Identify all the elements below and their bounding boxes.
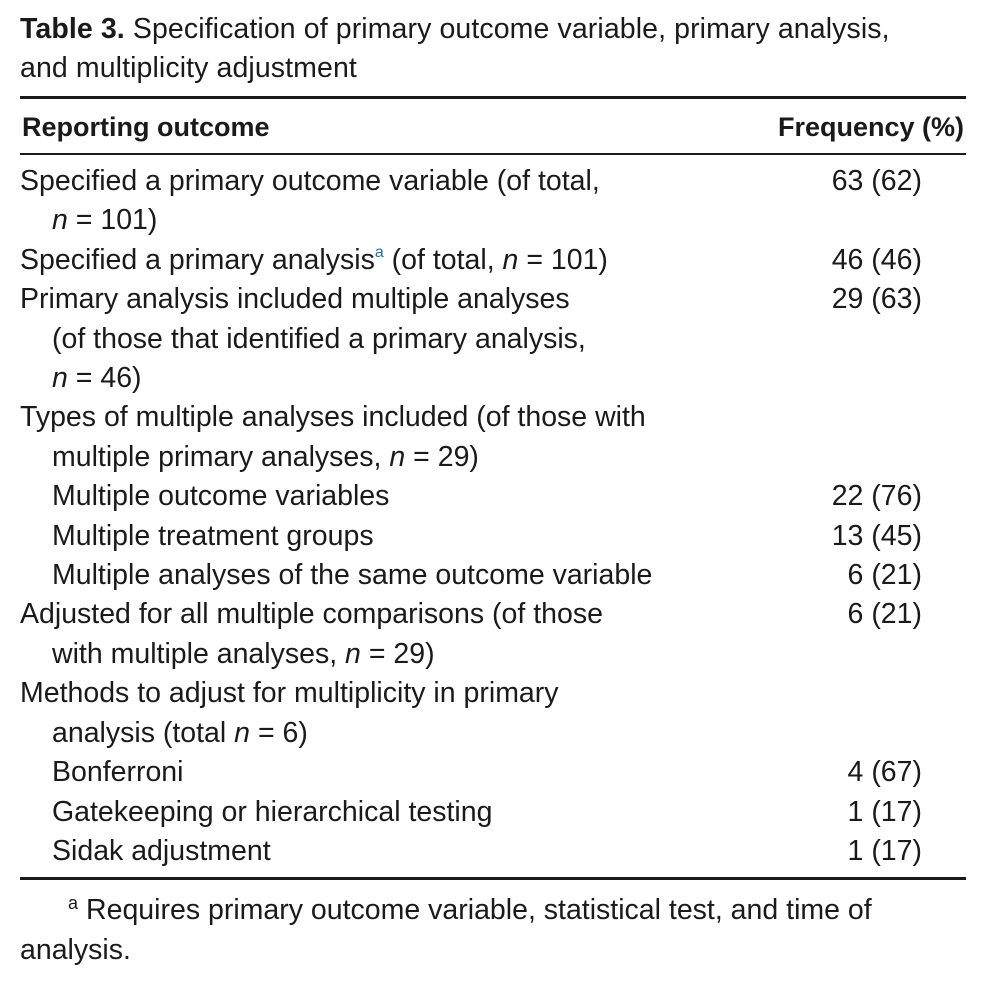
caption-label: Table 3. xyxy=(20,13,125,45)
row-label xyxy=(20,595,740,674)
table-row xyxy=(20,595,966,674)
row-label xyxy=(20,832,740,871)
row-frequency: 6 (21) xyxy=(847,598,922,631)
footnote-text-line1: Requires primary outcome variable, statistical test, and time of xyxy=(86,894,872,926)
n-symbol: n xyxy=(502,243,519,276)
row-label-text: = 29) xyxy=(405,440,479,473)
table-row xyxy=(20,398,966,477)
table-row xyxy=(20,280,966,398)
row-label-text: (of total, xyxy=(383,243,503,276)
table-row xyxy=(20,832,966,871)
row-frequency xyxy=(742,674,922,753)
table-caption xyxy=(20,10,970,88)
row-label-line: (of those that identified a primary analysis, xyxy=(52,322,586,355)
row-frequency: 1 (17) xyxy=(847,834,922,867)
n-symbol: n xyxy=(345,637,361,670)
row-label-text: analysis (total xyxy=(52,716,235,749)
table-row xyxy=(20,162,966,241)
row-label-line: Multiple treatment groups xyxy=(52,519,374,552)
row-label xyxy=(20,398,740,477)
row-frequency: 22 (76) xyxy=(831,480,922,513)
table-footnote xyxy=(20,890,966,970)
row-frequency: 1 (17) xyxy=(847,795,922,828)
n-symbol: n xyxy=(52,362,68,395)
table-body xyxy=(20,162,966,871)
n-symbol: n xyxy=(234,716,251,749)
row-label xyxy=(20,556,740,595)
row-label-line: Bonferroni xyxy=(52,756,184,789)
row-label-line: Gatekeeping or hierarchical testing xyxy=(52,795,493,828)
n-symbol: n xyxy=(52,204,68,237)
row-label-line: Adjusted for all multiple comparisons (of those xyxy=(20,598,603,631)
footnote-reference: a xyxy=(374,243,384,261)
row-frequency: 4 (67) xyxy=(847,756,922,789)
top-rule xyxy=(20,96,966,99)
row-label xyxy=(20,753,740,792)
row-label-line: Multiple outcome variables xyxy=(52,480,390,513)
row-label-text: = 46) xyxy=(67,362,142,395)
row-label-line xyxy=(20,359,740,398)
row-label-line: Primary analysis included multiple analyses xyxy=(20,283,570,316)
caption-text-line1: Specification of primary outcome variable, primary analysis, xyxy=(132,13,890,45)
table-row xyxy=(20,753,966,792)
row-label-line: Specified a primary outcome variable (of total, xyxy=(20,165,600,197)
row-label-line xyxy=(20,635,740,674)
table-row xyxy=(20,556,966,595)
row-label xyxy=(20,162,740,241)
row-frequency: 29 (63) xyxy=(831,283,922,316)
row-frequency xyxy=(742,398,922,477)
row-label xyxy=(20,674,740,753)
row-label xyxy=(20,477,740,516)
column-header-frequency: Frequency (%) xyxy=(777,112,964,142)
row-label-line: Methods to adjust for multiplicity in primary xyxy=(20,677,559,710)
row-label-text: Specified a primary analysis xyxy=(20,243,375,276)
footnote-mark: a xyxy=(68,893,79,913)
table-row xyxy=(20,517,966,556)
bottom-rule xyxy=(20,877,966,880)
row-label-line xyxy=(20,438,740,477)
row-frequency: 46 (46) xyxy=(831,243,922,276)
row-label xyxy=(20,793,740,832)
table-row xyxy=(20,674,966,753)
row-label-text: = 101) xyxy=(518,243,608,276)
table-row xyxy=(20,477,966,516)
row-label-text: multiple primary analyses, xyxy=(52,440,390,473)
column-header-reporting-outcome: Reporting outcome xyxy=(22,112,270,142)
header-rule xyxy=(20,153,966,155)
row-label-line: Multiple analyses of the same outcome variable xyxy=(52,559,653,592)
row-label-text: = 6) xyxy=(250,716,308,749)
row-label xyxy=(20,280,740,398)
row-label-line xyxy=(20,714,740,753)
table-row xyxy=(20,241,966,280)
footnote-text-line2: analysis. xyxy=(20,934,131,966)
row-label xyxy=(20,241,740,280)
n-symbol: n xyxy=(389,440,406,473)
row-label-text: with multiple analyses, xyxy=(52,637,346,670)
row-label-text: = 29) xyxy=(360,637,435,670)
table-row xyxy=(20,793,966,832)
row-label-line: Types of multiple analyses included (of those with xyxy=(20,401,646,434)
row-frequency: 63 (62) xyxy=(831,165,922,197)
row-label-text: = 101) xyxy=(67,204,158,237)
row-label-line: Sidak adjustment xyxy=(52,834,271,867)
row-frequency: 13 (45) xyxy=(831,519,922,552)
row-label xyxy=(20,517,740,556)
caption-text-line2: and multiplicity adjustment xyxy=(20,52,357,84)
row-label-line xyxy=(20,201,740,240)
row-label-line xyxy=(20,241,740,280)
row-frequency: 6 (21) xyxy=(847,559,922,592)
